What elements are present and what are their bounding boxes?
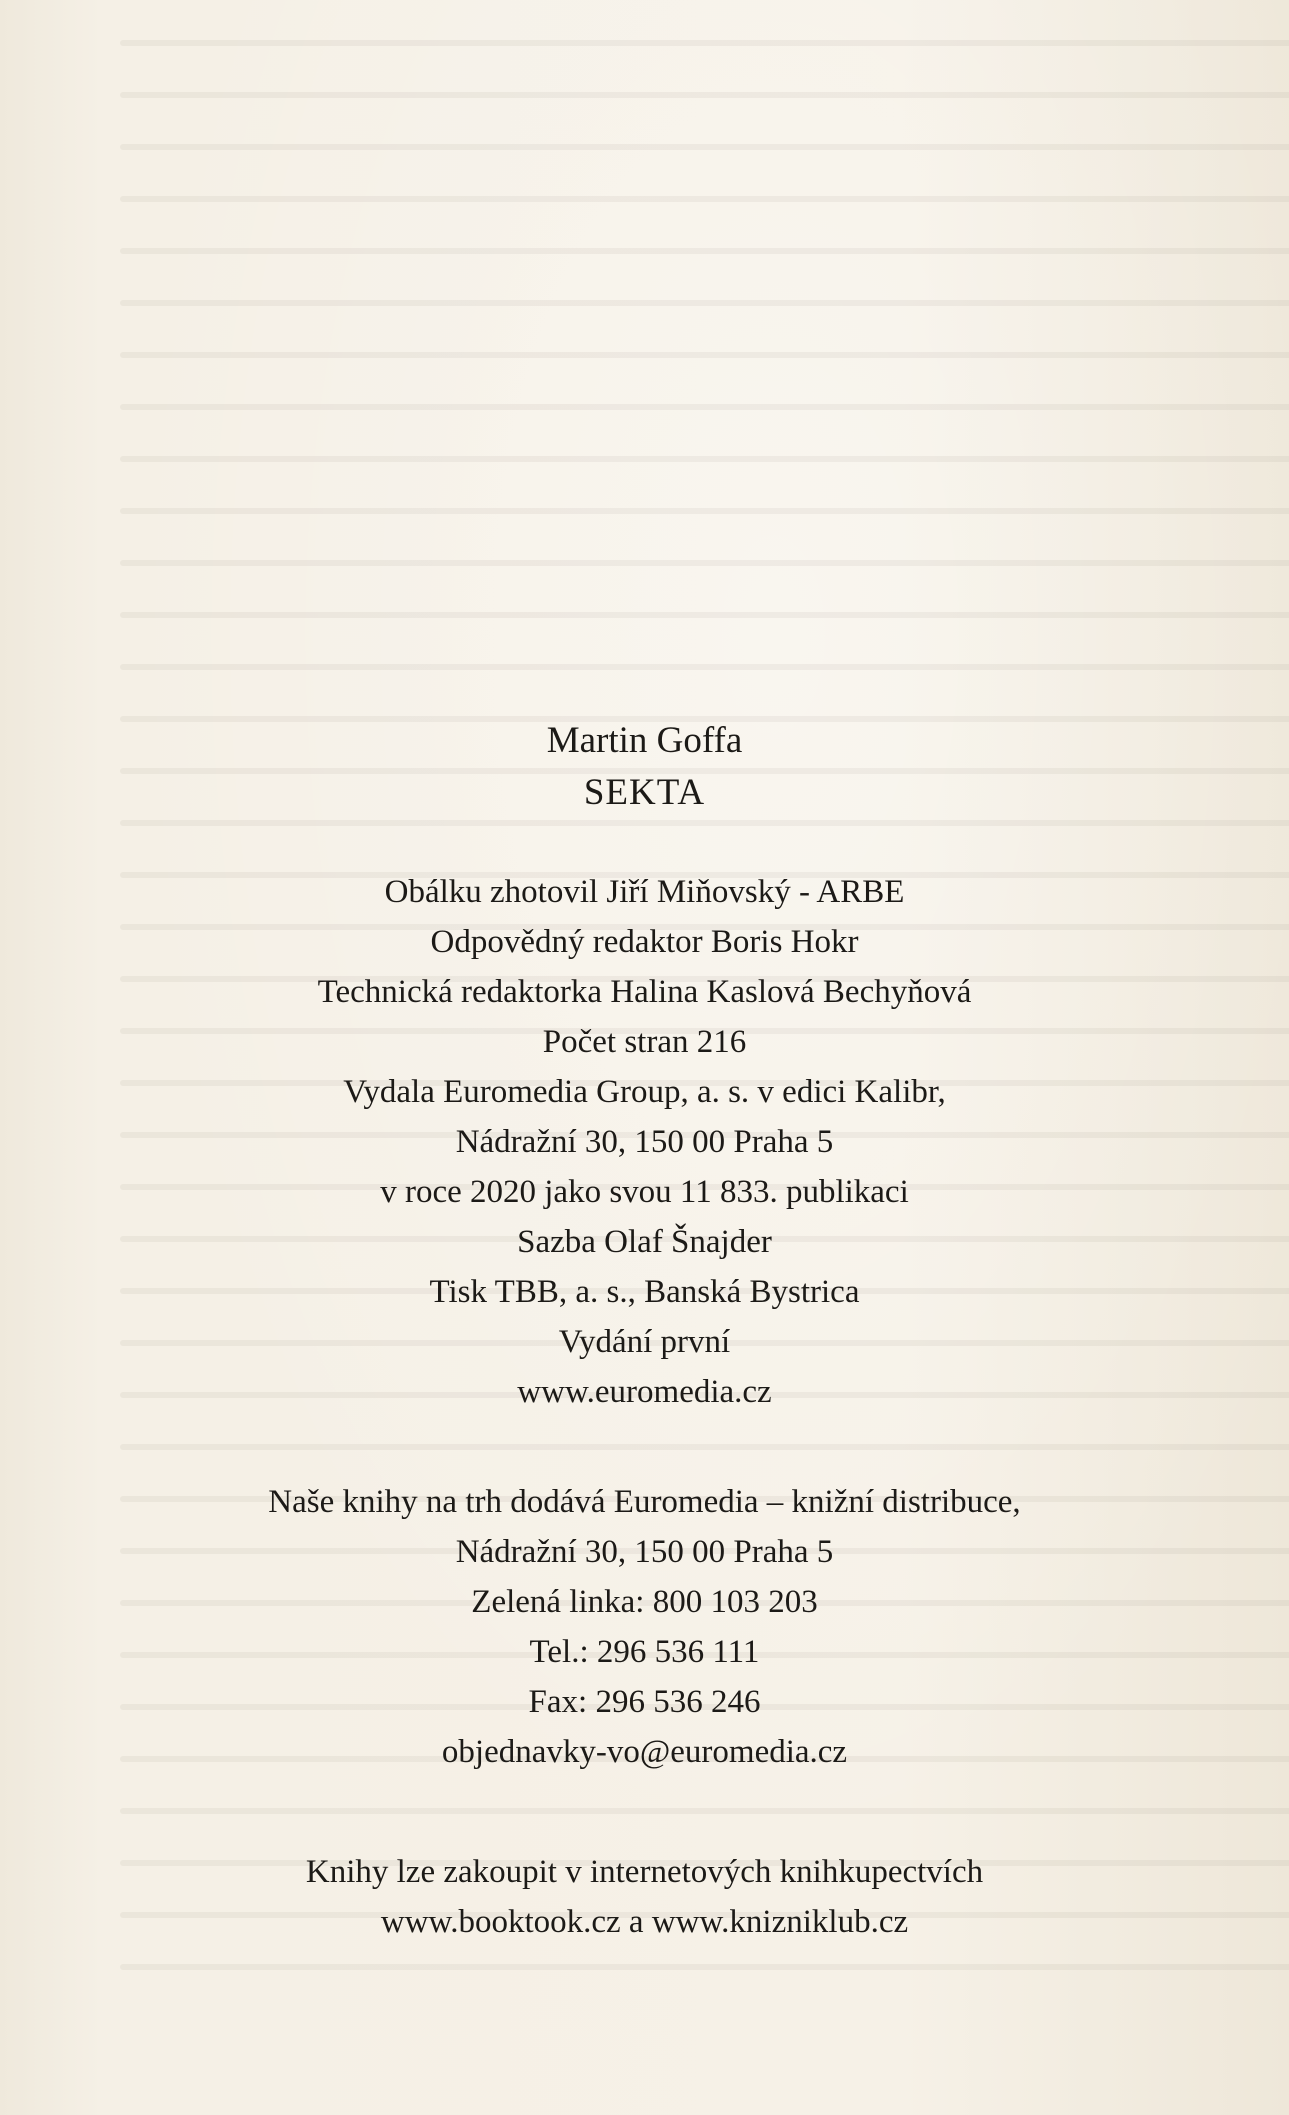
credit-line: Technická redaktorka Halina Kaslová Bechyňová [317,974,972,1010]
book-title: SEKTA [583,772,706,813]
distribution-block [0,1477,1289,1777]
credits-block [0,867,1289,1417]
credit-line: Vydala Euromedia Group, a. s. v edici Kalibr, [343,1074,946,1110]
credit-line: Vydání první [558,1324,731,1360]
credit-line: Sazba Olaf Šnajder [517,1224,772,1260]
shops-line: Knihy lze zakoupit v internetových knihkupectvích [305,1854,984,1890]
shop-websites[interactable]: www.booktook.cz a www.knizniklub.cz [380,1904,909,1940]
distribution-line: Naše knihy na trh dodává Euromedia – knižní distribuce, [268,1484,1021,1520]
colophon [0,715,1289,1947]
shops-block [0,1847,1289,1947]
title-block [0,715,1289,819]
credit-line: Nádražní 30, 150 00 Praha 5 [455,1124,834,1160]
credit-line: Obálku zhotovil Jiří Miňovský - ARBE [384,874,905,910]
distribution-line: Tel.: 296 536 111 [529,1634,760,1670]
distribution-line: Fax: 296 536 246 [528,1684,761,1720]
credit-line: v roce 2020 jako svou 11 833. publikaci [380,1174,909,1210]
order-email[interactable]: objednavky-vo@euromedia.cz [441,1734,848,1770]
credit-line: Odpovědný redaktor Boris Hokr [430,924,859,960]
credit-line: Tisk TBB, a. s., Banská Bystrica [429,1274,860,1310]
credit-line: Počet stran 216 [542,1024,747,1060]
publisher-website[interactable]: www.euromedia.cz [517,1374,772,1410]
distribution-line: Zelená linka: 800 103 203 [471,1584,818,1620]
author-name: Martin Goffa [546,720,743,761]
distribution-line: Nádražní 30, 150 00 Praha 5 [455,1534,834,1570]
